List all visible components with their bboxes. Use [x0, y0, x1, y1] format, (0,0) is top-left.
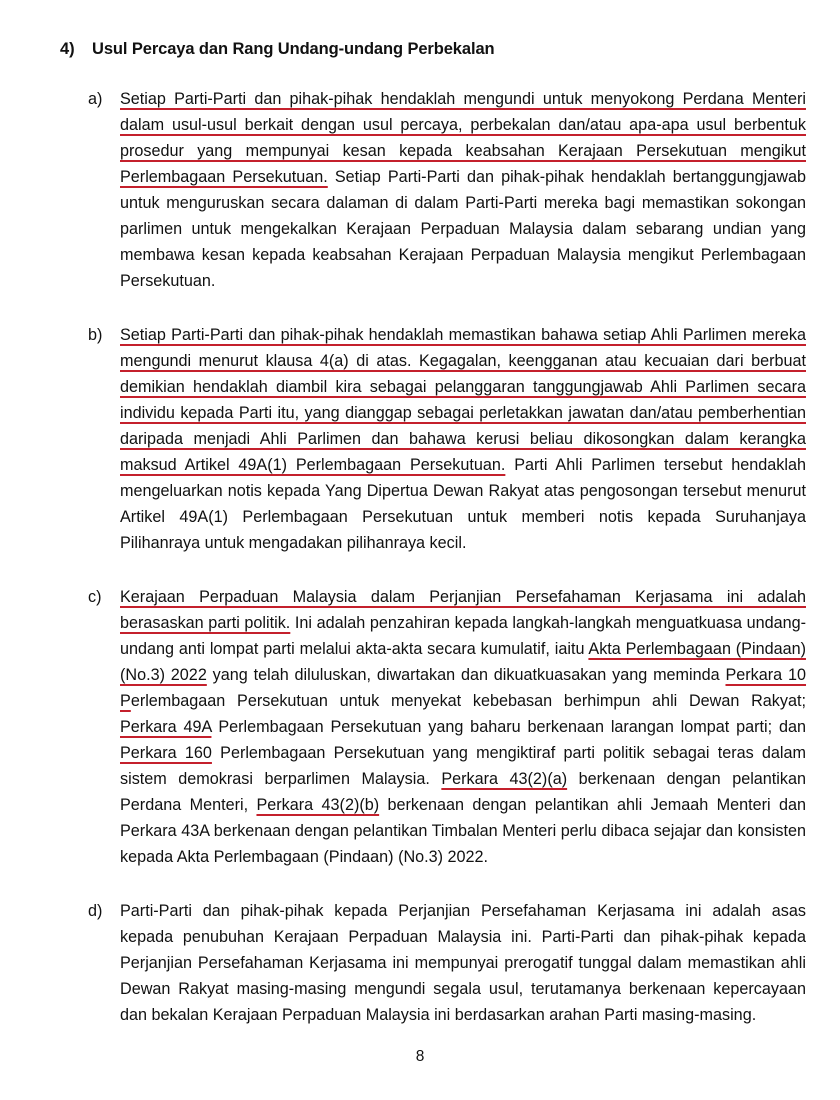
- underlined-run: Perkara 49A: [120, 718, 212, 736]
- underlined-run: Perkara 43(2)(b): [256, 796, 380, 814]
- section-heading-title: Usul Percaya dan Rang Undang-undang Perbekalan: [92, 40, 495, 58]
- underlined-run: Akta Perlembagaan (Pindaan) (No.3) 2022: [120, 640, 806, 684]
- plain-run: Perlembagaan Persekutuan yang mengiktiraf parti politik sebagai teras dalam sistem demokrasi berparlimen Malaysia.: [120, 744, 806, 788]
- page-number: 8: [415, 1048, 425, 1065]
- plain-run: berkenaan dengan pelantikan ahli Jemaah Menteri dan Perkara 43A berkenaan dengan pelantikan Timbalan Menteri perlu dibaca sejajar dan konsisten kepada Akta Perlembagaan (Pindaan) (No.3) 2022.: [120, 796, 806, 866]
- section-heading-marker: 4): [60, 40, 75, 58]
- plain-run: Setiap Parti-Parti dan pihak-pihak hendaklah bertanggungjawab untuk menguruskan secara dalaman di dalam Parti-Parti mereka bagi memastikan sokongan parlimen untuk mengekalkan Kerajaan Perpaduan Malaysia dalam sebarang undian yang membawa kesan kepada keabsahan Kerajaan Perpaduan Malaysia mengikut Perlembagaan Persekutuan.: [120, 168, 806, 290]
- clause-item-a: [88, 86, 806, 294]
- underlined-run: Setiap Parti-Parti dan pihak-pihak hendaklah memastikan bahawa setiap Ahli Parlimen mereka mengundi menurut klausa 4(a) di atas. Kegagalan, keengganan atau kecuaian dari berbuat demikian hendaklah diambil kira sebagai pelanggaran tanggungjawab Ahli Parlimen secara individu kepada Parti itu, yang dianggap sebagai perletakkan jawatan dan/atau pemberhentian daripada menjadi Ahli Parlimen dan bahawa kerusi beliau dikosongkan dalam kerangka maksud Artikel 49A(1) Perlembagaan Persekutuan.: [120, 326, 806, 474]
- section-heading: [60, 38, 804, 60]
- clause-text-a: [120, 86, 806, 294]
- plain-run: Parti Ahli Parlimen tersebut hendaklah mengeluarkan notis kepada Yang Dipertua Dewan Rakyat atas pengosongan tersebut menurut Artikel 49A(1) Perlembagaan Persekutuan untuk memberi notis kepada Suruhanjaya Pilihanraya untuk mengadakan pilihanraya kecil.: [120, 456, 806, 552]
- plain-run: Ini adalah penzahiran kepada langkah-langkah menguatkuasa undang- undang anti lompat parti melalui akta-akta secara kumulatif, iaitu: [120, 614, 806, 658]
- plain-run: berkenaan dengan pelantikan Perdana Menteri,: [120, 770, 806, 814]
- clause-text-b: [120, 322, 806, 556]
- clause-item-c: [88, 584, 806, 870]
- clause-marker-b: b): [88, 326, 103, 344]
- clause-marker-c: c): [88, 588, 102, 606]
- underlined-run: Perkara 160: [120, 744, 212, 762]
- underlined-run: Perkara 10 P: [120, 666, 807, 710]
- clause-item-b: [88, 322, 806, 556]
- plain-run: yang telah diluluskan, diwartakan dan dikuatkuasakan yang meminda: [206, 666, 726, 684]
- plain-run: Perlembagaan Persekutuan yang baharu berkenaan larangan lompat parti; dan: [211, 718, 806, 736]
- clause-text-d: [120, 898, 806, 1028]
- clause-list: [88, 86, 806, 1028]
- clause-item-d: [88, 898, 806, 1028]
- plain-run: Parti-Parti dan pihak-pihak kepada Perjanjian Persefahaman Kerjasama ini adalah asas kepada penubuhan Kerajaan Perpaduan Malaysia ini. Parti-Parti dan pihak-pihak kepada Perjanjian Persefahaman Kerjasama ini mempunyai prerogatif tunggal dalam memastikan ahli Dewan Rakyat masing-masing mengundi segala usul, terutamanya berkenaan kepercayaan dan bekalan Kerajaan Perpaduan Malaysia ini berdasarkan arahan Parti masing-masing.: [120, 902, 806, 1024]
- underlined-run: Kerajaan Perpaduan Malaysia dalam Perjanjian Persefahaman Kerjasama ini adalah berasaskan parti politik.: [120, 588, 806, 632]
- clause-marker-a: a): [88, 90, 103, 108]
- underlined-run: Setiap Parti-Parti dan pihak-pihak hendaklah mengundi untuk menyokong Perdana Menteri dalam usul-usul berkait dengan usul percaya, perbekalan dan/atau apa-apa usul berbentuk prosedur yang mempunyai kesan kepada keabsahan Kerajaan Persekutuan mengikut Perlembagaan Persekutuan.: [120, 90, 806, 186]
- plain-run: erlembagaan Persekutuan untuk menyekat kebebasan berhimpun ahli Dewan Rakyat;: [130, 692, 806, 710]
- underlined-run: Perkara 43(2)(a): [441, 770, 568, 788]
- clause-marker-d: d): [88, 902, 103, 920]
- clause-text-c: [120, 584, 806, 870]
